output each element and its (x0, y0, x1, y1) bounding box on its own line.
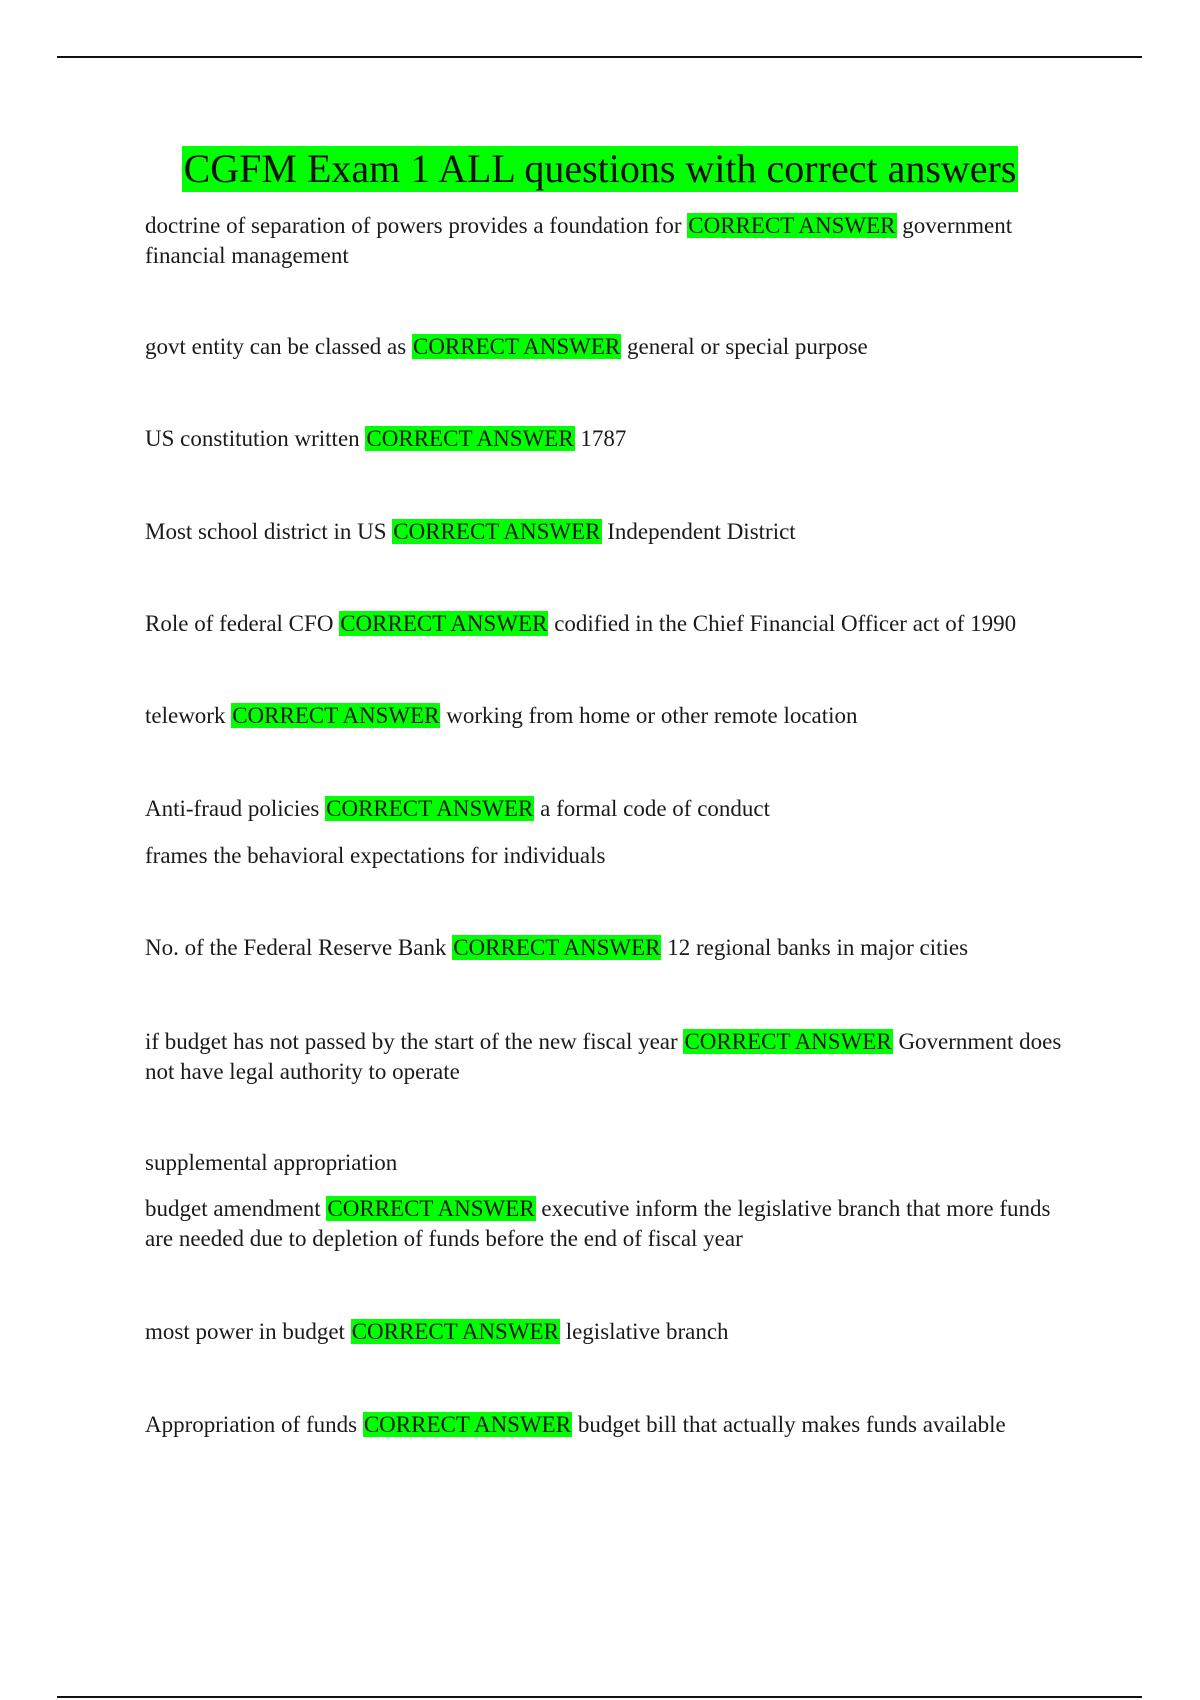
question-text: No. of the Federal Reserve Bank (145, 935, 447, 960)
answer-text: government financial management (145, 213, 1013, 268)
correct-answer-tag: CORRECT ANSWER (326, 796, 534, 821)
answer-text: Government does not have legal authority to operate (145, 1029, 1062, 1084)
answer-text: working from home or other remote location (446, 703, 858, 728)
question-text: Most school district in US (145, 519, 387, 544)
question-text: US constitution written (145, 426, 360, 451)
standalone-line: supplemental appropriation (145, 1150, 398, 1175)
title-block (0, 146, 1200, 192)
answer-text: 12 regional banks in major cities (667, 935, 969, 960)
answer-text: legislative branch (565, 1319, 729, 1344)
correct-answer-tag: CORRECT ANSWER (688, 213, 896, 238)
correct-answer-tag: CORRECT ANSWER (232, 703, 440, 728)
question-text: telework (145, 703, 226, 728)
question-text: if budget has not passed by the start of the new fiscal year (145, 1029, 678, 1054)
qa-item (145, 1194, 1067, 1254)
qa-item (145, 1317, 1067, 1347)
answer-text: budget bill that actually makes funds available (577, 1412, 1006, 1437)
correct-answer-tag: CORRECT ANSWER (684, 1029, 892, 1054)
bottom-rule (57, 1696, 1142, 1698)
correct-answer-tag: CORRECT ANSWER (351, 1319, 559, 1344)
correct-answer-tag: CORRECT ANSWER (363, 1412, 572, 1437)
qa-item (145, 609, 1067, 639)
answer-text: Independent District (607, 519, 796, 544)
correct-answer-tag: CORRECT ANSWER (340, 611, 548, 636)
qa-item (145, 1410, 1067, 1440)
correct-answer-tag: CORRECT ANSWER (453, 935, 661, 960)
answer-text: codified in the Chief Financial Officer act of 1990 (554, 611, 1017, 636)
answer-text: a formal code of conduct (540, 796, 771, 821)
document-title: CGFM Exam 1 ALL questions with correct answers (183, 146, 1017, 191)
question-text: Role of federal CFO (145, 611, 334, 636)
continuation-line: frames the behavioral expectations for individuals (145, 843, 606, 868)
correct-answer-tag: CORRECT ANSWER (327, 1196, 535, 1221)
qa-item (145, 1027, 1067, 1087)
question-text: govt entity can be classed as (145, 334, 407, 359)
correct-answer-tag: CORRECT ANSWER (412, 334, 621, 359)
qa-item (145, 933, 1067, 963)
answer-text: 1787 (580, 426, 627, 451)
correct-answer-tag: CORRECT ANSWER (393, 519, 601, 544)
answer-text: executive inform the legislative branch that more funds are needed due to depletion of funds before the end of fiscal year (145, 1196, 1051, 1251)
question-text: Anti-fraud policies (145, 796, 320, 821)
qa-item (145, 701, 1067, 731)
top-rule (57, 56, 1142, 58)
question-text: budget amendment (145, 1196, 321, 1221)
correct-answer-tag: CORRECT ANSWER (366, 426, 574, 451)
qa-item (145, 424, 1067, 454)
answer-text: general or special purpose (626, 334, 868, 359)
question-text: doctrine of separation of powers provides a foundation for (145, 213, 682, 238)
qa-item (145, 211, 1067, 271)
qa-item (145, 517, 1067, 547)
question-text: most power in budget (145, 1319, 345, 1344)
qa-item (145, 794, 1067, 824)
question-text: Appropriation of funds (145, 1412, 358, 1437)
qa-item (145, 332, 1067, 362)
